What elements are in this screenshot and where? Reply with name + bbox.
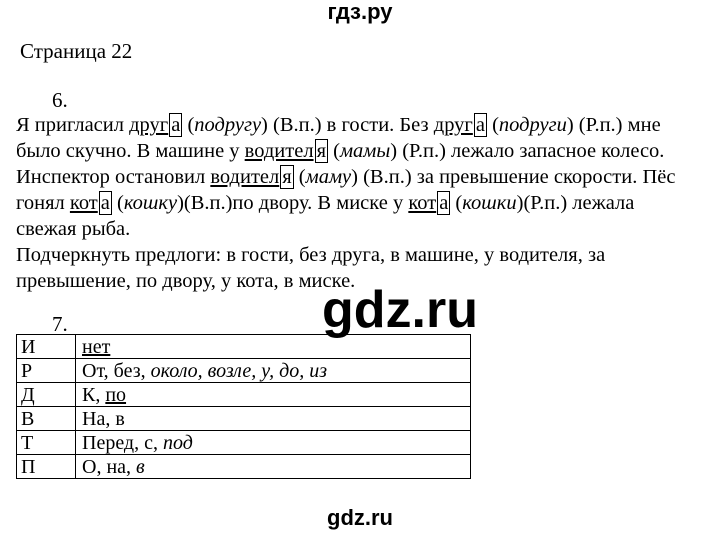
text-run: От, без,: [82, 359, 151, 382]
italic-run: [499, 114, 567, 136]
text-run: ) (Р.п.) лежало запасное колесо.: [390, 140, 665, 162]
italic-word: около, возле, у, до, из: [150, 359, 328, 382]
italic-word: маму: [305, 166, 352, 188]
text-run: Инспектор остановил: [16, 166, 211, 188]
boxed-ending: а: [171, 114, 181, 136]
watermark-footer: gdz.ru: [327, 505, 393, 530]
italic-word: кошку: [123, 192, 178, 214]
italic-word: кошки: [462, 192, 517, 214]
site-header: гдз.ру: [327, 0, 393, 24]
watermark-logo: gdz.ru: [322, 281, 478, 339]
italic-run: [163, 432, 193, 454]
task-7-number: 7.: [52, 312, 68, 336]
text-run: На, в: [82, 407, 125, 430]
table-row: [17, 359, 471, 383]
underlined-word: кот: [69, 192, 98, 214]
table-row: [17, 335, 471, 359]
text-run: (: [111, 192, 124, 214]
text-line: [16, 138, 696, 164]
text-run: свежая рыба.: [16, 218, 131, 240]
text-run: превышение, по двору, у кота, в миске.: [16, 270, 356, 292]
cases-table: [16, 334, 471, 479]
boxed-ending: а: [475, 114, 485, 136]
table-row: [17, 431, 471, 455]
underlined-word: друг: [129, 114, 169, 136]
italic-word: под: [163, 431, 193, 454]
table-row: [17, 455, 471, 479]
italic-run: [151, 360, 327, 382]
case-cell: Д: [17, 383, 76, 407]
prepositions-cell: [76, 335, 471, 359]
prepositions-cell: [76, 407, 471, 431]
italic-word: мамы: [339, 140, 391, 162]
case-cell: В: [17, 407, 76, 431]
task-6-number: 6.: [52, 88, 68, 112]
task-6-answer-text: [16, 112, 696, 294]
prepositions-cell: [76, 359, 471, 383]
boxed-ending: я: [316, 140, 326, 162]
italic-run: [194, 114, 261, 136]
italic-run: [340, 140, 390, 162]
text-run: было скучно. В машине у: [16, 140, 245, 162]
text-run: ) (В.п.) за превышение скорости. Пёс: [351, 166, 676, 188]
boxed-ending: я: [282, 166, 292, 188]
text-run: ) (В.п.) в гости. Без: [261, 114, 434, 136]
italic-run: [462, 192, 516, 214]
text-run: (: [293, 166, 306, 188]
text-run: Перед, с,: [82, 431, 163, 454]
underlined-word: нет: [82, 335, 111, 358]
italic-run: [136, 456, 145, 478]
text-run: К,: [82, 383, 106, 406]
case-cell: П: [17, 455, 76, 479]
prepositions-cell: [76, 431, 471, 455]
text-run: (: [328, 140, 340, 162]
page-label: Страница 22: [20, 39, 133, 63]
case-cell: Т: [17, 431, 76, 455]
boxed-ending: а: [100, 192, 110, 214]
italic-word: в: [136, 455, 145, 478]
case-cell: Р: [17, 359, 76, 383]
text-line: [16, 216, 696, 242]
text-line: [16, 242, 696, 268]
underlined-word: кот: [408, 192, 437, 214]
italic-word: подруги: [498, 114, 567, 136]
underlined-word: по: [105, 383, 127, 406]
text-run: (: [450, 192, 463, 214]
text-run: (: [486, 114, 499, 136]
text-line: [16, 190, 696, 216]
case-cell: И: [17, 335, 76, 359]
prepositions-cell: [76, 455, 471, 479]
underlined-word: друг: [433, 114, 473, 136]
text-line: [16, 112, 696, 138]
italic-run: [124, 192, 177, 214]
underlined-word: водител: [210, 166, 280, 188]
text-run: О, на,: [82, 455, 137, 478]
table-row: [17, 383, 471, 407]
text-run: )(В.п.)по двору. В миске у: [177, 192, 409, 214]
italic-run: [306, 166, 352, 188]
text-line: [16, 164, 696, 190]
boxed-ending: а: [439, 192, 449, 214]
text-run: ) (Р.п.) мне: [566, 114, 661, 136]
text-run: Я пригласил: [16, 114, 130, 136]
prepositions-cell: [76, 383, 471, 407]
text-run: )(Р.п.) лежала: [516, 192, 635, 214]
italic-word: подругу: [194, 114, 262, 136]
underlined-word: водител: [244, 140, 314, 162]
text-run: гонял: [16, 192, 70, 214]
table-row: [17, 407, 471, 431]
text-run: (: [182, 114, 195, 136]
text-run: Подчеркнуть предлоги: в гости, без друга, в машине, у водителя, за: [16, 244, 606, 266]
